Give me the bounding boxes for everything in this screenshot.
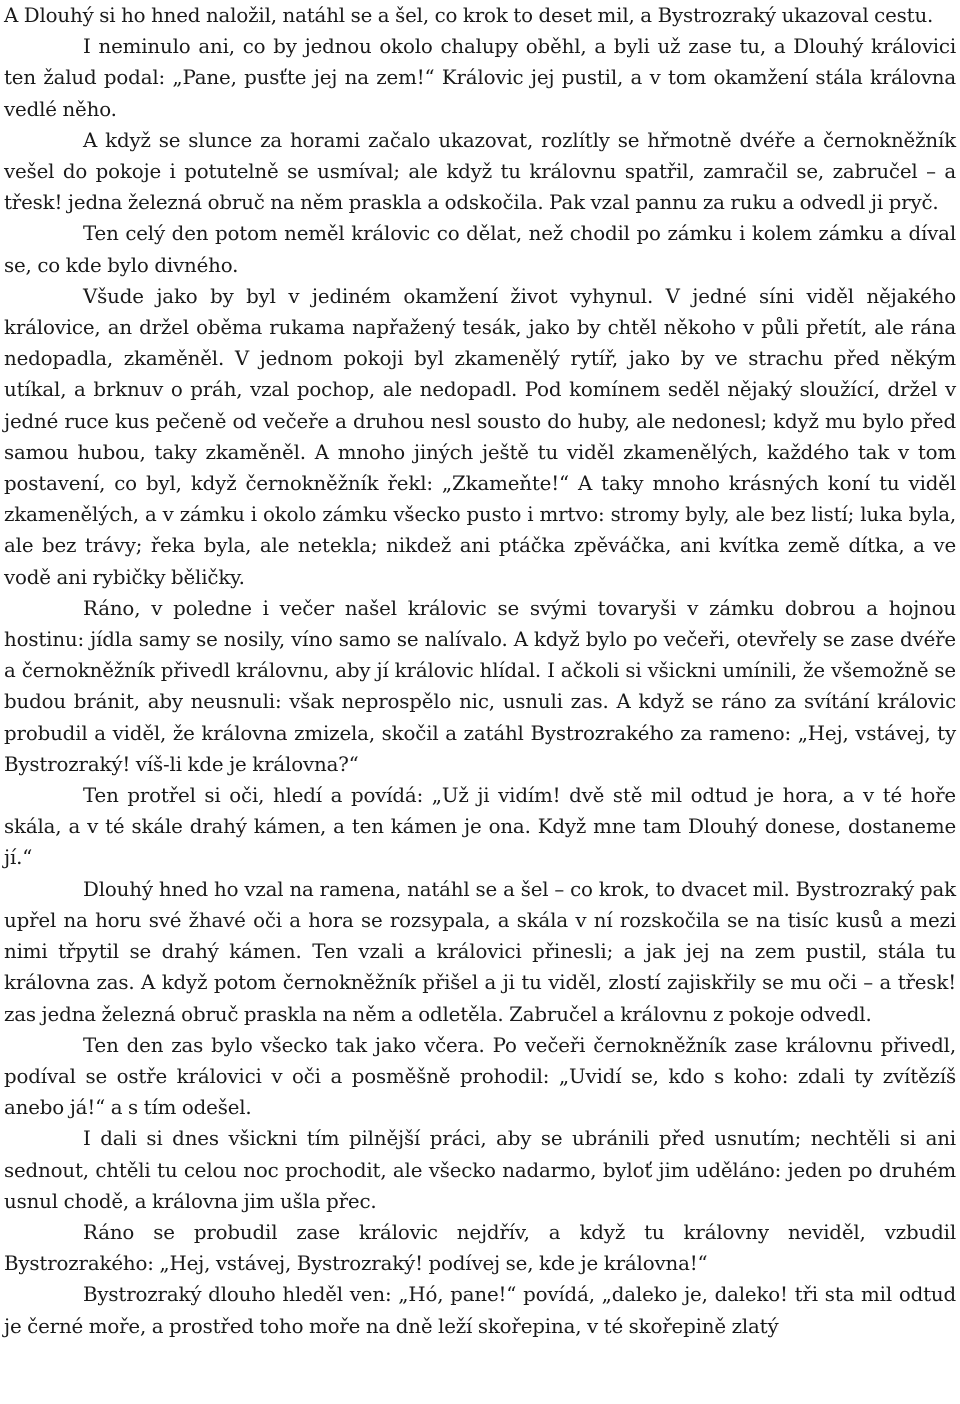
paragraph-8: Dlouhý hned ho vzal na ramena, natáhl se a šel – co krok, to dvacet mil. Bystrozraký pak upřel na horu své žhavé oči a hora se rozsypala, a skála v ní rozskočila se na tisíc kusů a mezi nimi třpytil se drahý kámen. Ten vzali a královici přinesli; a jak jej na zem pustil, stála tu královna zas. A když potom černokněžník přišel a ji tu viděl, zlostí zajiskřily se mu oči – a třesk! zas jedna železná obruč praskla na něm a odletěla. Zabručel a královnu z pokoje odvedl.	[4, 877, 956, 1026]
paragraph-7: Ten protřel si oči, hledí a povídá: „Už ji vidím! dvě stě mil odtud je hora, a v té hoře skála, a v té skále drahý kámen, a ten kámen je ona. Když mne tam Dlouhý donese, dostaneme jí.“	[4, 784, 956, 870]
paragraph-4: Ten celý den potom neměl královic co dělat, než chodil po zámku i kolem zámku a díval se, co kde bylo divného.	[4, 222, 956, 277]
paragraph-5: Všude jako by byl v jediném okamžení život vyhynul. V jedné síni viděl nějakého královice, an držel oběma rukama napřažený tesák, jako by chtěl někoho v půli přetít, ale rána nedopadla, zkaměněl. V jednom pokoji byl zkamenělý rytíř, jako by ve strachu před někým utíkal, a brknuv o práh, vzal pochop, ale nedopadl. Pod komínem seděl nějaký sloužící, držel v jedné ruce kus pečeně od večeře a druhou nesl sousto do huby, ale nedonesl; když mu bylo před samou hubou, taky zkaměněl. A mnoho jiných ještě tu viděl zkamenělých, každého tak v tom postavení, co byl, když černokněžník řekl: „Zkameňte!“ A taky mnoho krásných koní tu viděl zkamenělých, a v zámku i okolo zámku všecko pusto i mrtvo: stromy byly, ale bez listí; luka byla, ale bez trávy; řeka byla, ale netekla; nikdež ani ptáčka zpěváčka, ani kvítka země dítka, a ve vodě ani rybičky běličky.	[4, 284, 956, 589]
paragraph-12: Bystrozraký dlouho hleděl ven: „Hó, pane!“ povídá, „daleko je, daleko! tři sta mil odtud je černé moře, a prostřed toho moře na dně leží skořepina, v té skořepině zlatý	[4, 1283, 956, 1338]
paragraph-6: Ráno, v poledne i večer našel královic se svými tovaryši v zámku dobrou a hojnou hostinu: jídla samy se nosily, víno samo se nalívalo. A když bylo po večeři, otevřely se zase dvéře a černokněžník přivedl královnu, aby jí královic hlídal. I ačkoli si všickni umínili, že všemožně se budou bránit, aby neusnuli: však neprospělo nic, usnuli zas. A když se ráno za svítání královic probudil a viděl, že královna zmizela, skočil a zatáhl Bystrozrakého za rameno: „Hej, vstávej, ty Bystrozraký! víš-li kde je královna?“	[4, 596, 956, 776]
paragraph-1: A Dlouhý si ho hned naložil, natáhl se a šel, co krok to deset mil, a Bystrozraký ukazoval cestu.	[4, 4, 934, 27]
paragraph-10: I dali si dnes všickni tím pilnější práci, aby se ubránili před usnutím; nechtěli si ani sednout, chtěli tu celou noc prochodit, ale všecko nadarmo, byloť jim uděláno: jeden po druhém usnul chodě, a královna jim ušla přec.	[4, 1127, 956, 1213]
paragraph-3: A když se slunce za horami začalo ukazovat, rozlítly se hřmotně dvéře a černokněžník vešel do pokoje i potutelně se usmíval; ale když tu královnu spatřil, zamračil se, zabručel – a třesk! jedna železná obruč na něm praskla a odskočila. Pak vzal pannu za ruku a odvedl ji pryč.	[4, 128, 956, 215]
paragraph-11: Ráno se probudil zase královic nejdřív, a když tu královny neviděl, vzbudil Bystrozrakého: „Hej, vstávej, Bystrozraký! podívej se, kde je královna!“	[4, 1220, 956, 1276]
paragraph-9: Ten den zas bylo všecko tak jako včera. Po večeři černokněžník zase královnu přivedl, podíval se ostře královici v oči a posměšně prohodil: „Uvidí se, kdo s koho: zdali ty zvítězíš anebo já!“ a s tím odešel.	[4, 1033, 956, 1120]
document-body	[4, 0, 956, 1342]
paragraph-2: I neminulo ani, co by jednou okolo chalupy oběhl, a byli už zase tu, a Dlouhý královici ten žalud podal: „Pane, pusťte jej na zem!“ Královic jej pustil, a v tom okamžení stála královna vedlé něho.	[4, 35, 956, 121]
